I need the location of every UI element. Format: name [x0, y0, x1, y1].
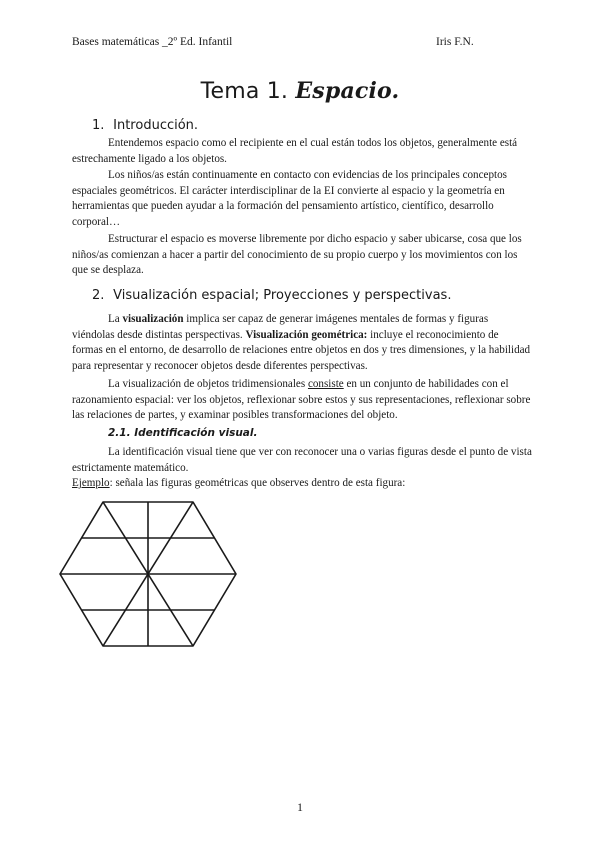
example-line — [72, 476, 532, 492]
paragraph-text: La identificación visual tiene que ver con reconocer una o varias figuras desde el punto de vista estrictamente matemático. — [72, 446, 532, 474]
section-number: 2. — [92, 288, 105, 303]
paragraph — [72, 445, 532, 476]
paragraph-text: en un conjunto de habilidades con el razonamiento espacial: ver los objetos, reflexionar sobre estos y sus representaciones, reflexionar sobre las relaciones de partes, y examinar posibles transformaciones del objeto. — [72, 378, 531, 422]
paragraph-text: Entendemos espacio como el recipiente en el cual están todos los objetos, generalmente está estrechamente ligado a los objetos. — [72, 137, 518, 165]
paragraph — [72, 312, 532, 374]
paragraph-text: implica ser capaz de generar imágenes mentales de formas y figuras viéndolas desde distintas perspectivas. — [72, 313, 489, 341]
title-emphasis: Espacio. — [295, 78, 400, 104]
paragraph — [72, 232, 532, 279]
section-number: 1. — [92, 118, 105, 133]
paragraph-text: La — [108, 313, 123, 325]
paragraph-text: Estructurar el espacio es moverse libremente por dicho espacio y saber ubicarse, cosa que los niños/as comienzan a hacer a partir del conocimiento de su propio cuerpo y los movimientos con los que se desplaza. — [72, 233, 522, 277]
paragraph-text: La visualización de objetos tridimensionales — [108, 378, 308, 390]
example-label: Ejemplo — [72, 477, 110, 489]
underlined-term: consiste — [307, 378, 344, 390]
bold-term: visualización — [122, 313, 184, 325]
bold-term: Visualización geométrica: — [245, 328, 368, 341]
page-title — [0, 78, 600, 104]
section-heading-intro — [92, 118, 198, 133]
paragraph — [72, 136, 532, 167]
paragraph-text: : señala las figuras geométricas que observes dentro de esta figura: — [109, 477, 406, 489]
title-prefix: Tema 1. — [200, 79, 289, 104]
hexagon-figure — [56, 496, 240, 652]
paragraph — [72, 168, 532, 230]
paragraph — [72, 377, 532, 424]
page-number: 1 — [297, 800, 303, 814]
subsection-heading: 2.1. Identificación visual. — [108, 427, 258, 439]
paragraph-text: Los niños/as están continuamente en contacto con evidencias de los principales conceptos espaciales geométricos. El carácter interdisciplinar de la EI convierte al espacio y la geometría en herramientas que pueden ayudar a la formación del pensamiento artístico, científico, desarrollo corporal… — [72, 169, 507, 228]
section-title: Introducción. — [113, 118, 199, 133]
section-heading-visual — [92, 288, 451, 303]
header-right: Iris F.N. — [436, 36, 474, 48]
paragraph-text: incluye el reconocimiento de formas en el entorno, de desarrollo de relaciones entre objetos en dos y tres dimensiones, y la habilidad para representar y reconocer objetos desde diferentes perspectivas. — [72, 328, 531, 372]
section-title: Visualización espacial; Proyecciones y perspectivas. — [113, 288, 452, 303]
header-left: Bases matemáticas _2º Ed. Infantil — [72, 36, 233, 48]
